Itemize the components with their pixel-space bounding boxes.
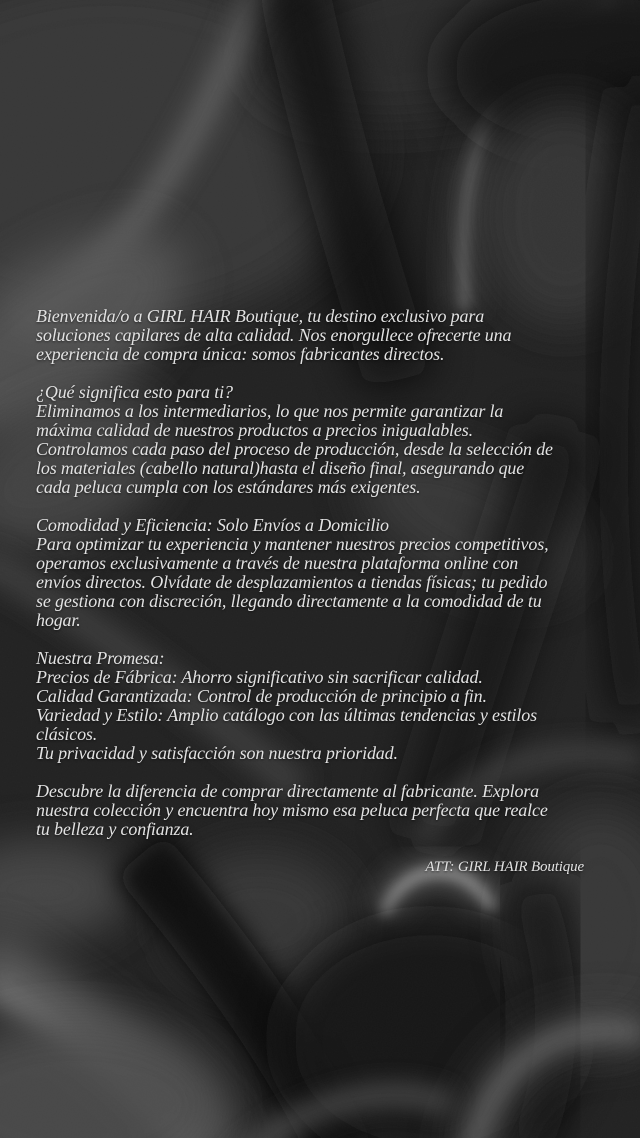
text-line: máxima calidad de nuestros productos a precios inigualables. bbox=[36, 420, 473, 440]
text-line: experiencia de compra única: somos fabricantes directos. bbox=[36, 344, 445, 364]
text-line: envíos directos. Olvídate de desplazamientos a tiendas físicas; tu pedido bbox=[36, 572, 548, 592]
text-line: clásicos. bbox=[36, 724, 98, 744]
text-line: cada peluca cumpla con los estándares más exigentes. bbox=[36, 477, 421, 497]
text-line: se gestiona con discreción, llegando directamente a la comodidad de tu bbox=[36, 591, 542, 611]
promo-text-block bbox=[36, 307, 614, 877]
text-line: ¿Qué significa esto para ti? bbox=[36, 382, 233, 402]
paragraph-intro bbox=[36, 307, 614, 364]
paragraph-promise bbox=[36, 649, 614, 763]
text-line: tu belleza y confianza. bbox=[36, 819, 194, 839]
text-line: soluciones capilares de alta calidad. Nos enorgullece ofrecerte una bbox=[36, 325, 512, 345]
text-line: Eliminamos a los intermediarios, lo que nos permite garantizar la bbox=[36, 401, 504, 421]
text-line: operamos exclusivamente a través de nuestra plataforma online con bbox=[36, 553, 519, 573]
text-line: Nuestra Promesa: bbox=[36, 648, 165, 668]
paragraph-cta bbox=[36, 782, 614, 839]
text-line: Precios de Fábrica: Ahorro significativo sin sacrificar calidad. bbox=[36, 667, 483, 687]
text-line: Variedad y Estilo: Amplio catálogo con las últimas tendencias y estilos bbox=[36, 705, 537, 725]
text-line: Controlamos cada paso del proceso de producción, desde la selección de bbox=[36, 439, 553, 459]
text-line: Tu privacidad y satisfacción son nuestra prioridad. bbox=[36, 743, 398, 763]
paragraph-shipping bbox=[36, 516, 614, 630]
text-line: Descubre la diferencia de comprar directamente al fabricante. Explora bbox=[36, 781, 540, 801]
text-line: Para optimizar tu experiencia y mantener nuestros precios competitivos, bbox=[36, 534, 549, 554]
text-line: Calidad Garantizada: Control de producción de principio a fin. bbox=[36, 686, 487, 706]
signature-line: ATT: GIRL HAIR Boutique bbox=[425, 859, 584, 875]
paragraph-benefits bbox=[36, 383, 614, 497]
text-line: Comodidad y Eficiencia: Solo Envíos a Domicilio bbox=[36, 515, 389, 535]
text-line: nuestra colección y encuentra hoy mismo esa peluca perfecta que realce bbox=[36, 800, 548, 820]
text-line: los materiales (cabello natural)hasta el diseño final, asegurando que bbox=[36, 458, 525, 478]
text-line: Bienvenida/o a GIRL HAIR Boutique, tu destino exclusivo para bbox=[36, 306, 485, 326]
text-line: hogar. bbox=[36, 610, 81, 630]
